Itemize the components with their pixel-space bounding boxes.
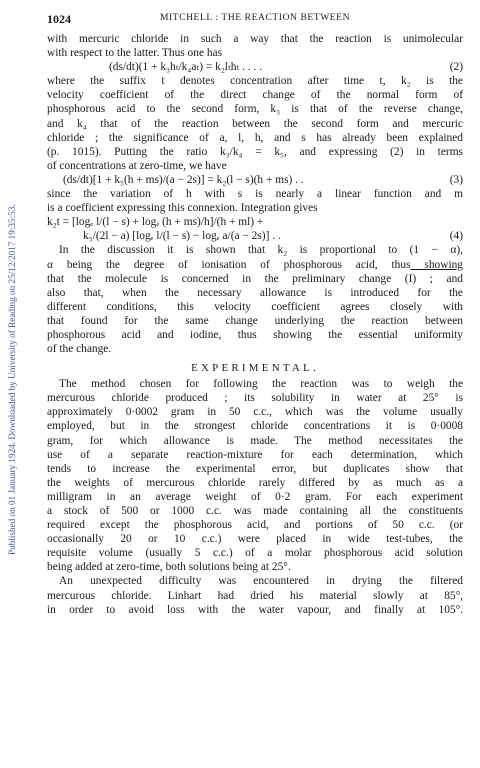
text-line: different conditions, this velocity coefficient agrees closely with — [47, 300, 463, 313]
equation-expression: (ds/dt)(1 + k₃hₜ/k₄aₜ) = k₂lₜhₜ . . . . — [109, 61, 263, 74]
text-line: where the suffix t denotes concentration after time t, k₂ is the — [47, 75, 463, 88]
text-line: mercurous chloride produced ; its solubility in water at 25° is — [47, 392, 463, 405]
text-line: of concentrations at zero-time, we have — [47, 159, 227, 172]
text-line: tends to increase the experimental error, but duplicates show that — [47, 462, 463, 475]
text-line: phosphorous acid and iodine, thus showing the essential uniformity — [47, 328, 463, 341]
text-line: velocity coefficient of the direct change of the normal form of — [47, 89, 463, 102]
equation-4-line-1 — [47, 215, 463, 229]
text-line: An unexpected difficulty was encountered in drying the filtered — [59, 575, 463, 588]
text-line: being added at zero-time, both solutions being at 25°. — [47, 561, 291, 574]
text-line: required except the phosphorous acid, and portions of 50 c.c. (or — [47, 519, 463, 532]
equation-number: (2) — [449, 61, 463, 74]
text-line: employed, but in the strongest chloride concentrations it is 0·0008 — [47, 420, 463, 433]
equation-2 — [47, 60, 463, 74]
text-line: is a coefficient expressing this connexion. Integration gives — [47, 202, 318, 215]
page-number: 1024 — [47, 12, 71, 26]
text-line: of the change. — [47, 343, 112, 356]
text-line: mercurous chloride. Linhart had dried his material slowly at 85°, — [47, 589, 463, 602]
text-line: approximately 0·0002 gram in 50 c.c., which was the volume usually — [47, 406, 463, 419]
running-title: MITCHELL : THE REACTION BETWEEN — [159, 13, 351, 23]
text-line: a stock of 500 or 1000 c.c. was made containing all the constituents — [47, 505, 463, 517]
equation-number: (4) — [449, 230, 463, 243]
page-header — [47, 12, 463, 32]
text-segment: showing — [410, 258, 463, 271]
text-line: The method chosen for following the reaction was to weigh the — [59, 378, 463, 391]
text-line: chloride ; the significance of a, l, h, and s has already been explained — [47, 131, 463, 144]
section-heading: EXPERIMENTAL. — [191, 362, 319, 375]
equation-expression: k₅/(2l − a) [logₑ l/(l − s) − logₑ a/(a − 2s)] . . — [83, 230, 281, 243]
equation-number: (3) — [449, 173, 463, 186]
text-line: and k₄ that of the reaction between the second form and mercuric — [47, 117, 463, 130]
journal-page — [47, 12, 463, 617]
equation-3 — [47, 173, 463, 187]
text-line: with mercuric chloride in such a way that the reaction is unimolecular — [47, 33, 463, 45]
text-line: since the variation of h with s is nearly a linear function and m — [47, 188, 463, 201]
text-line: In the discussion it is shown that k₂ is proportional to (1 − α), — [59, 244, 463, 257]
text-line: also that, when the necessary allowance is introduced for the — [47, 286, 463, 299]
text-line: (p. 1015). Putting the ratio k₃/k₄ = k₅, and expressing (2) in terms — [47, 145, 463, 158]
text-line: the weights of mercurous chloride rarely differed by as much as a — [47, 476, 463, 489]
text-line: occasionally 20 or 10 c.c.) were placed in wide test-tubes, the — [47, 533, 463, 546]
text-line: phosphorous acid to the second form, k₃ is that of the reverse change, — [47, 103, 463, 116]
text-line: that found for the same change underlying the reaction between — [47, 314, 463, 327]
text-line: with respect to the latter. Thus one has — [47, 47, 223, 60]
text-line: use of a separate reaction-mixture for each determination, which — [47, 448, 463, 461]
text-line: requisite volume (usually 5 c.c.) of a molar phosphorous acid solution — [47, 547, 463, 560]
equation-4-line-2 — [47, 229, 463, 243]
text-line: gram, for which allowance is made. The method necessitates the — [47, 434, 463, 447]
text-line — [47, 258, 463, 272]
text-line: milligram in an average weight of 0·2 gram. For each experiment — [47, 490, 463, 503]
text-segment: α being the degree of ionisation of phosphorous acid, thus — [47, 258, 411, 271]
equation-expression: k₂t = [logₑ l/(l − s) + logₑ (h + ms)/h]/(h + ml) + — [47, 216, 264, 229]
text-line: that the molecule is concerned in the preliminary change (I) ; and — [47, 272, 463, 285]
equation-expression: (ds/dt)[1 + k₅(h + ms)/(a − 2s)] = k₂(l − s)(h + ms) . . — [63, 173, 304, 186]
text-line: in order to avoid loss with the water vapour, and finally at 105°. — [47, 603, 463, 616]
download-notice: Published on 01 January 1924. Downloaded by University of Reading on 25/12/2017 19:35:53. — [7, 204, 17, 556]
